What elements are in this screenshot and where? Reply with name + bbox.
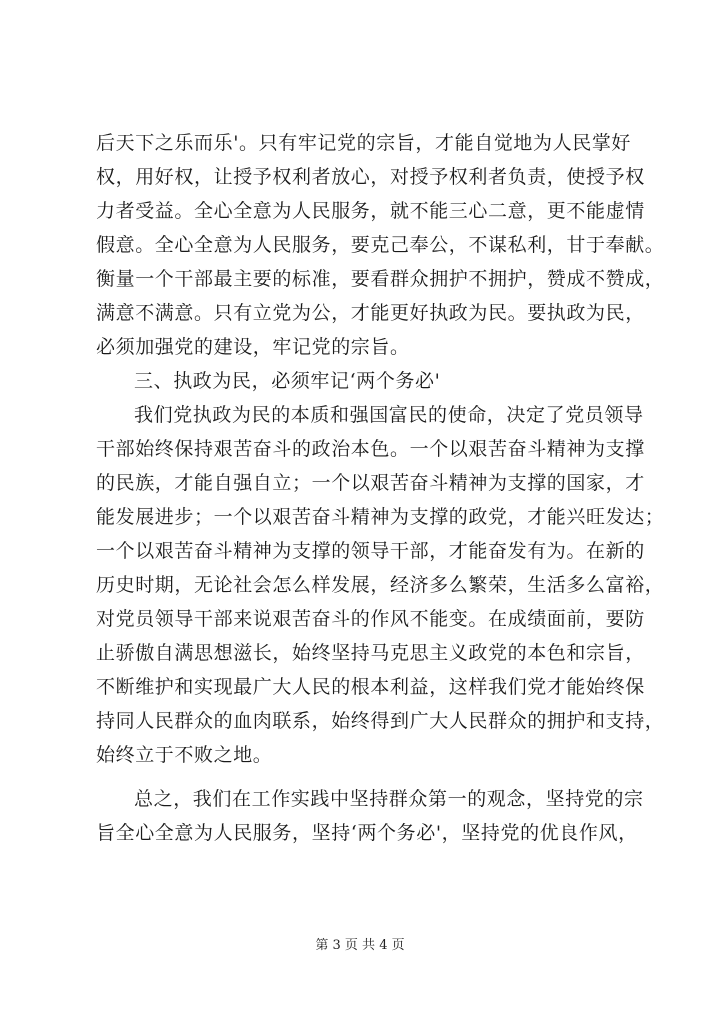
text-line: 止骄傲自满思想滋长，始终坚持马克思主义政党的本色和宗旨， (96, 642, 645, 664)
text-line: 的民族，才能自强自立；一个以艰苦奋斗精神为支撑的国家，才 (96, 472, 645, 494)
text-line: 衡量一个干部最主要的标准，要看群众拥护不拥护，赞成不赞成， (96, 268, 665, 290)
page-number: 第 3 页 共 4 页 (315, 938, 405, 953)
text-line: 力者受益。全心全意为人民服务，就不能三心二意，更不能虚情 (96, 200, 645, 222)
text-line: 权，用好权，让授予权利者放心，对授予权利者负责，使授予权 (96, 166, 645, 188)
text-line: 对党员领导干部来说艰苦奋斗的作风不能变。在成绩面前，要防 (96, 608, 645, 630)
text-line: 持同人民群众的血肉联系，始终得到广大人民群众的拥护和支持， (96, 710, 665, 732)
text-line: 干部始终保持艰苦奋斗的政治本色。一个以艰苦奋斗精神为支撑 (96, 438, 645, 460)
text-line: 旨全心全意为人民服务，坚持‘两个务必'，坚持党的优良作风， (96, 822, 638, 844)
text-line: 能发展进步；一个以艰苦奋斗精神为支撑的政党，才能兴旺发达； (96, 506, 665, 528)
text-line: 始终立于不败之地。 (96, 744, 273, 766)
text-line: 一个以艰苦奋斗精神为支撑的领导干部，才能奋发有为。在新的 (96, 540, 645, 562)
paragraph-first-line: 总之，我们在工作实践中坚持群众第一的观念，坚持党的宗 (134, 788, 644, 810)
text-line: 假意。全心全意为人民服务，要克己奉公，不谋私利，甘于奉献。 (96, 234, 665, 256)
paragraph-first-line: 我们党执政为民的本质和强国富民的使命，决定了党员领导 (134, 404, 644, 426)
text-line: 满意不满意。只有立党为公，才能更好执政为民。要执政为民， (96, 302, 645, 324)
text-line: 历史时期，无论社会怎么样发展，经济多么繁荣，生活多么富裕， (96, 574, 665, 596)
text-line: 不断维护和实现最广大人民的根本利益，这样我们党才能始终保 (96, 676, 645, 698)
text-line: 必须加强党的建设，牢记党的宗旨。 (96, 336, 410, 358)
text-line: 后天下之乐而乐'。只有牢记党的宗旨，才能自觉地为人民掌好 (96, 132, 632, 154)
section-heading: 三、执政为民，必须牢记‘两个务必' (134, 370, 441, 392)
